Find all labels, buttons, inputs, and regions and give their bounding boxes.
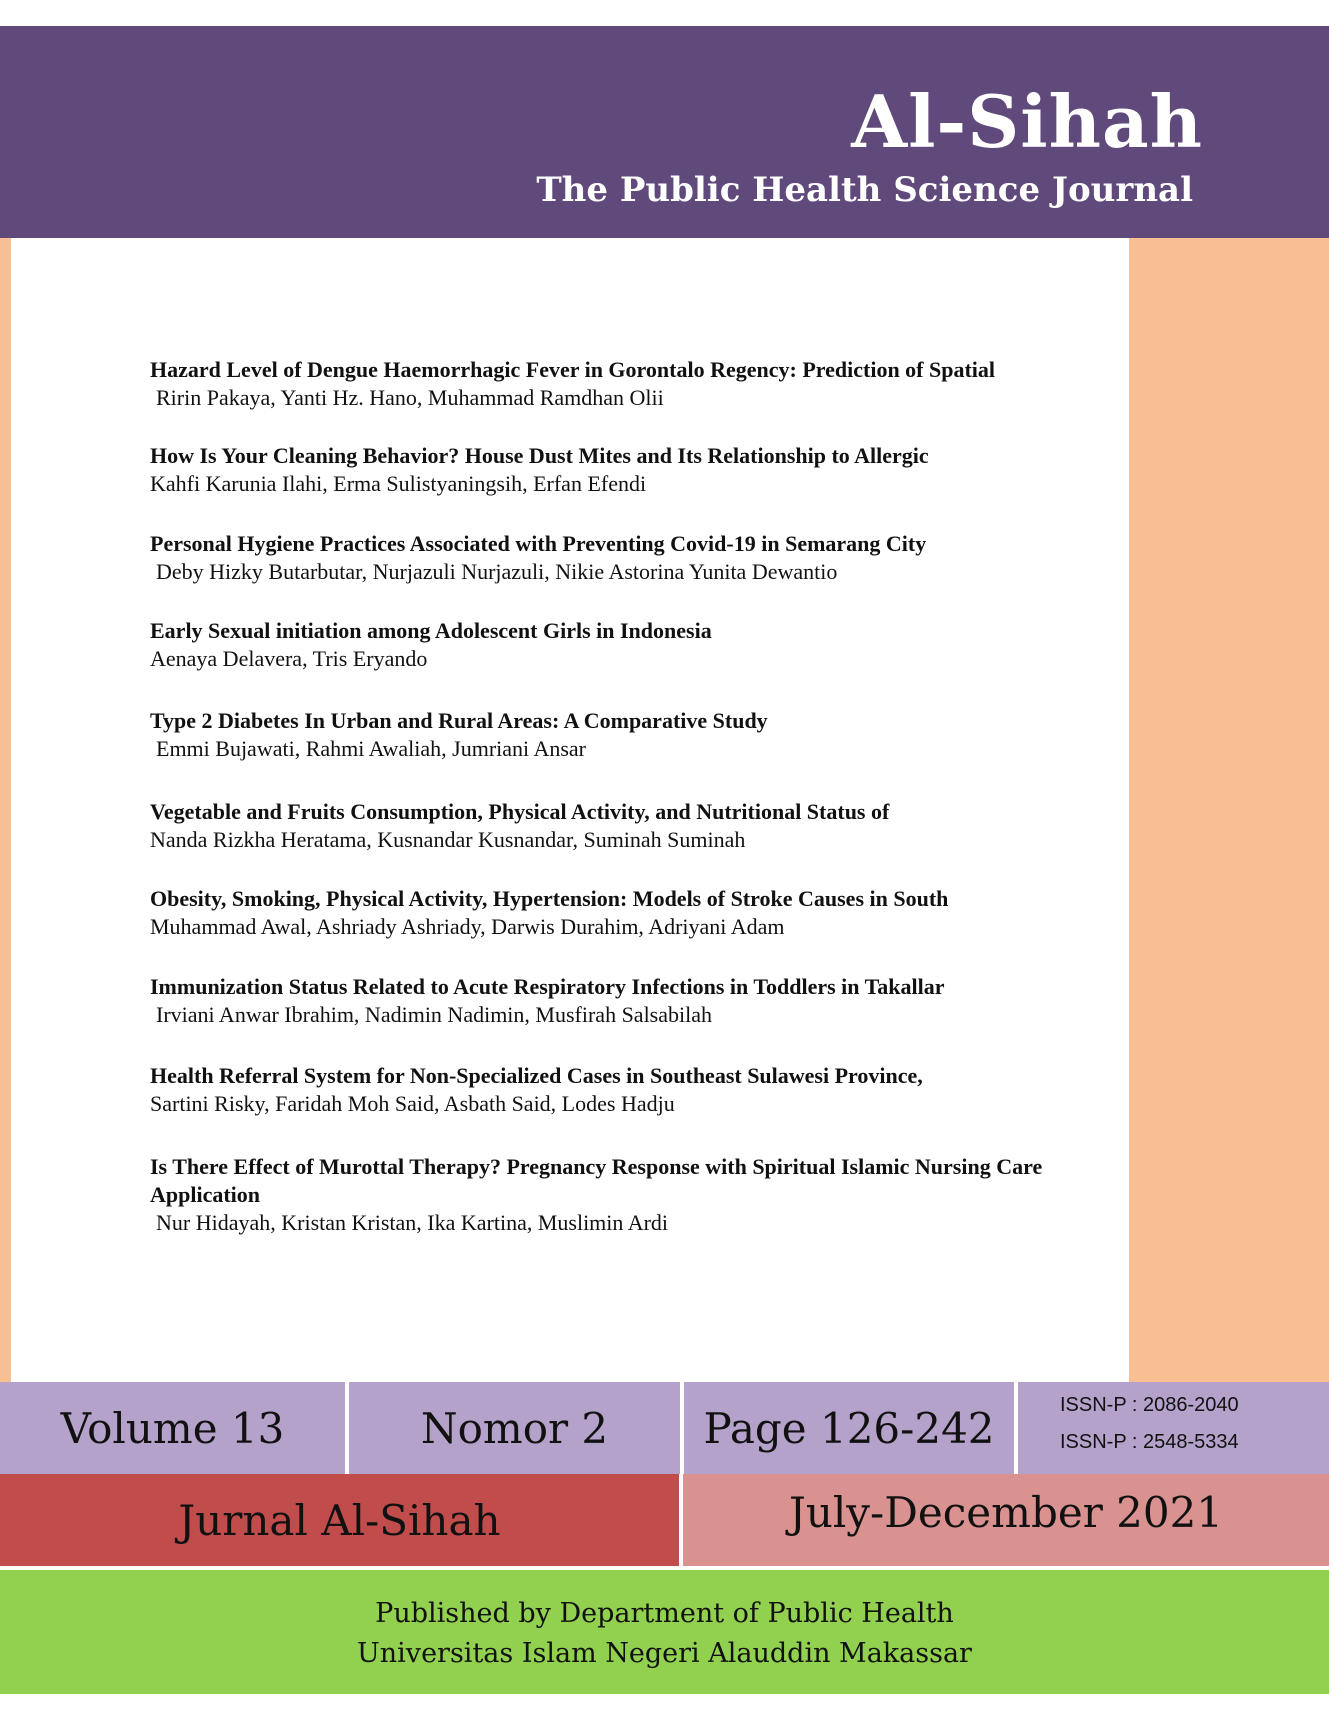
volume-label: Volume 13 — [60, 1403, 285, 1453]
article-title: Health Referral System for Non-Specialized Cases in Southeast Sulawesi Province, — [150, 1063, 923, 1088]
journal-name: Jurnal Al-Sihah — [178, 1495, 501, 1545]
article-title: Vegetable and Fruits Consumption, Physical Activity, and Nutritional Status of — [150, 799, 890, 824]
article-authors: Aenaya Delavera, Tris Eryando — [150, 646, 428, 671]
page-range-label: Page 126-242 — [703, 1403, 995, 1453]
article-entry — [150, 798, 1100, 854]
journal-header — [0, 26, 1329, 238]
journal-title: Al-Sihah — [851, 79, 1203, 164]
right-decorative-panel — [1129, 238, 1329, 1382]
article-authors: Nur Hidayah, Kristan Kristan, Ika Kartina, Muslimin Ardi — [156, 1210, 669, 1235]
publisher-line-2: Universitas Islam Negeri Alauddin Makassar — [357, 1638, 972, 1669]
article-title: Personal Hygiene Practices Associated with Preventing Covid-19 in Semarang City — [150, 531, 927, 556]
article-authors: Emmi Bujawati, Rahmi Awaliah, Jumriani Ansar — [156, 736, 586, 761]
article-entry — [150, 1153, 1100, 1237]
period-cell — [683, 1474, 1329, 1566]
issn-print: ISSN-P : 2086-2040 — [1060, 1394, 1239, 1416]
publisher-line-1: Published by Department of Public Health — [375, 1598, 954, 1629]
article-authors: Kahfi Karunia Ilahi, Erma Sulistyaningsih, Erfan Efendi — [150, 471, 647, 496]
band-divider — [1014, 1382, 1018, 1474]
article-authors: Ririn Pakaya, Yanti Hz. Hano, Muhammad Ramdhan Olii — [156, 385, 664, 410]
journal-subtitle: The Public Health Science Journal — [536, 170, 1193, 210]
article-entry — [150, 442, 1100, 498]
journal-name-cell — [0, 1474, 679, 1566]
article-title: Obesity, Smoking, Physical Activity, Hypertension: Models of Stroke Causes in South — [150, 886, 949, 911]
article-title: Is There Effect of Murottal Therapy? Pregnancy Response with Spiritual Islamic Nursing Care Application — [150, 1154, 1043, 1207]
article-title: Hazard Level of Dengue Haemorrhagic Fever in Gorontalo Regency: Prediction of Spatial — [150, 357, 996, 382]
article-entry — [150, 707, 1100, 763]
article-entry — [150, 356, 1100, 412]
article-title: Type 2 Diabetes In Urban and Rural Areas: A Comparative Study — [150, 708, 768, 733]
article-entry — [150, 1062, 1100, 1118]
publisher-band — [0, 1570, 1329, 1694]
article-entry — [150, 973, 1100, 1029]
article-title: Early Sexual initiation among Adolescent Girls in Indonesia — [150, 618, 712, 643]
publication-period: July-December 2021 — [788, 1488, 1224, 1537]
article-title: How Is Your Cleaning Behavior? House Dust Mites and Its Relationship to Allergic — [150, 443, 929, 468]
article-authors: Sartini Risky, Faridah Moh Said, Asbath Said, Lodes Hadju — [150, 1091, 675, 1116]
issn-online: ISSN-P : 2548-5334 — [1060, 1431, 1239, 1453]
article-title: Immunization Status Related to Acute Respiratory Infections in Toddlers in Takallar — [150, 974, 945, 999]
article-authors: Deby Hizky Butarbutar, Nurjazuli Nurjazuli, Nikie Astorina Yunita Dewantio — [156, 559, 838, 584]
left-decorative-stripe — [0, 238, 11, 1382]
article-entry — [150, 617, 1100, 673]
article-entry — [150, 885, 1100, 941]
article-authors: Nanda Rizkha Heratama, Kusnandar Kusnandar, Suminah Suminah — [150, 827, 746, 852]
article-entry — [150, 530, 1100, 586]
article-authors: Irviani Anwar Ibrahim, Nadimin Nadimin, Musfirah Salsabilah — [156, 1002, 712, 1027]
article-authors: Muhammad Awal, Ashriady Ashriady, Darwis Durahim, Adriyani Adam — [150, 914, 785, 939]
issue-number-label: Nomor 2 — [420, 1403, 609, 1453]
